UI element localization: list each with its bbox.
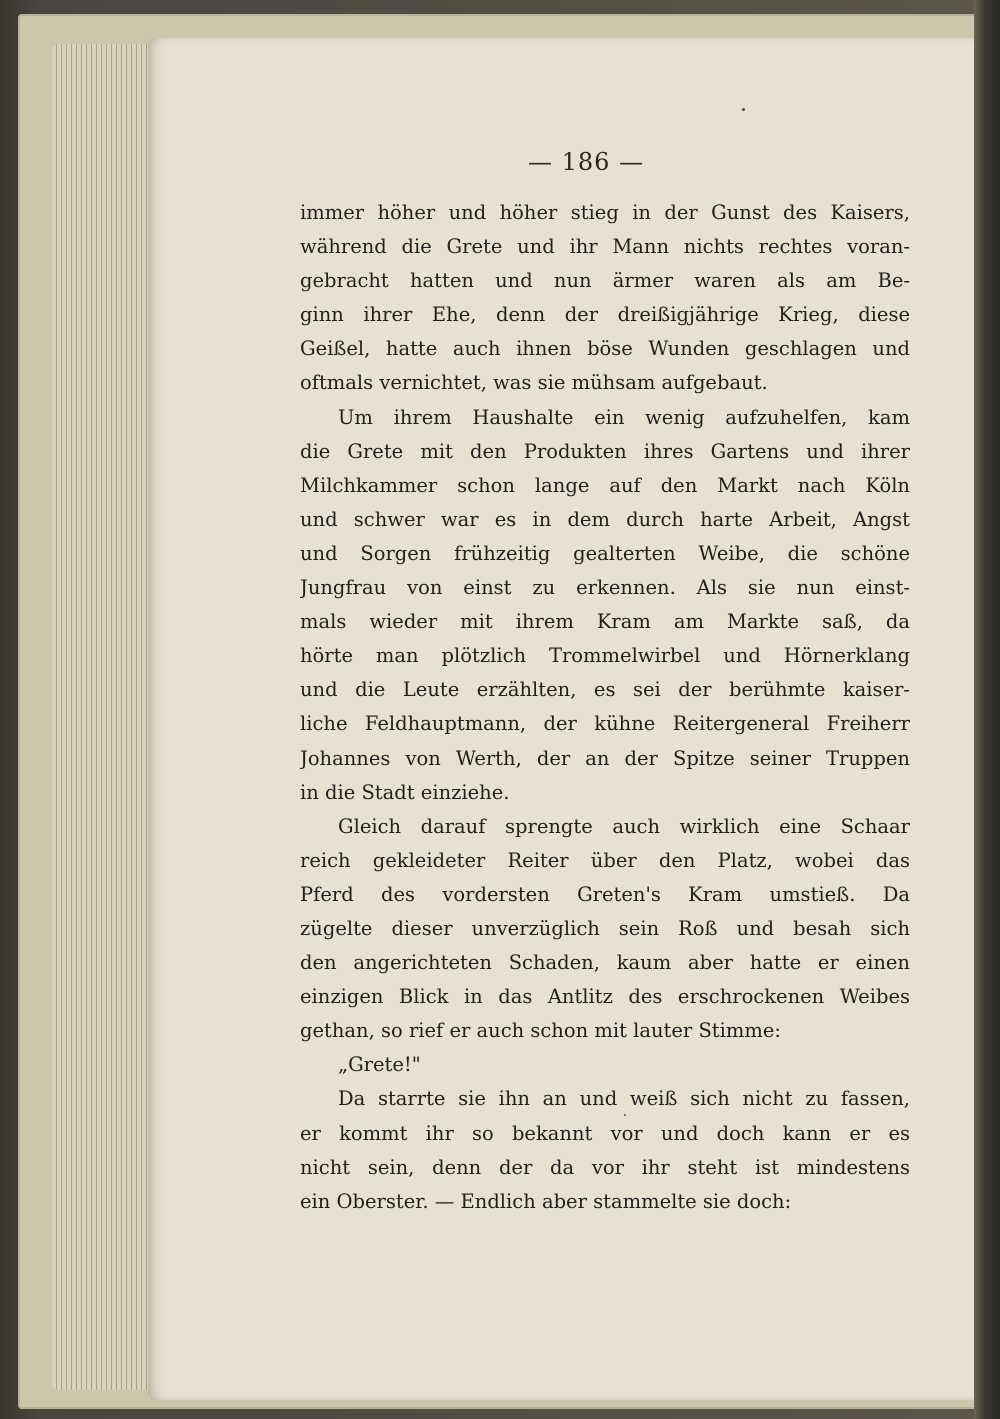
text-line: gethan, so rief er auch schon mit lauter Stimme: (300, 1019, 781, 1043)
paragraph (300, 1082, 910, 1218)
text-line: Da starrte sie ihn an und weiß sich nicht zu fassen, (338, 1087, 910, 1111)
body-text (300, 196, 910, 1219)
text-line: Pferd des vordersten Greten's Kram umstieß. Da (300, 882, 910, 906)
text-line: mals wieder mit ihrem Kram am Markte saß, da (300, 610, 910, 634)
text-line: reich gekleideter Reiter über den Platz, wobei das (300, 848, 910, 872)
text-line: die Grete mit den Produkten ihres Gartens und ihrer (300, 439, 910, 463)
text-line: gebracht hatten und nun ärmer waren als am Be- (300, 269, 910, 293)
text-line: er kommt ihr so bekannt vor und doch kann er es (300, 1121, 910, 1145)
page-edges (52, 44, 160, 1390)
paragraph (300, 401, 910, 810)
text-line: Gleich darauf sprengte auch wirklich eine Schaar (338, 814, 910, 838)
text-line: „Grete!" (338, 1053, 421, 1077)
text-line: zügelte dieser unverzüglich sein Roß und besah sich (300, 916, 910, 940)
text-line: Johannes von Werth, der an der Spitze seiner Truppen (300, 746, 910, 770)
page-number: — 186 — (528, 148, 645, 176)
paragraph (300, 1048, 910, 1082)
text-line: einzigen Blick in das Antlitz des erschrockenen Weibes (300, 985, 910, 1009)
text-line: immer höher und höher stieg in der Gunst des Kaisers, (300, 201, 910, 224)
text-line: Um ihrem Haushalte ein wenig aufzuhelfen, kam (338, 405, 910, 429)
text-line: liche Feldhauptmann, der kühne Reitergeneral Freiherr (300, 712, 910, 736)
text-line: Geißel, hatte auch ihnen böse Wunden geschlagen und (300, 337, 910, 361)
text-line: Milchkammer schon lange auf den Markt nach Köln (300, 473, 910, 497)
text-line: und schwer war es in dem durch harte Arbeit, Angst (300, 507, 910, 531)
text-line: hörte man plötzlich Trommelwirbel und Hörnerklang (300, 644, 910, 668)
paragraph (300, 810, 910, 1049)
text-line: den angerichteten Schaden, kaum aber hatte er einen (300, 951, 910, 975)
paragraph (300, 196, 910, 401)
text-line: nicht sein, denn der da vor ihr steht ist mindestens (300, 1155, 910, 1179)
text-line: und Sorgen frühzeitig gealterten Weibe, die schöne (300, 541, 910, 565)
book-binding (974, 0, 1000, 1419)
text-line: ein Oberster. — Endlich aber stammelte sie doch: (300, 1189, 792, 1213)
text-line: und die Leute erzählten, es sei der berühmte kaiser- (300, 678, 910, 702)
text-line: während die Grete und ihr Mann nichts rechtes voran- (300, 235, 910, 259)
text-line: oftmals vernichtet, was sie mühsam aufgebaut. (300, 371, 768, 395)
text-line: ginn ihrer Ehe, denn der dreißigjährige Krieg, diese (300, 303, 910, 327)
paper-speck (742, 108, 745, 111)
text-line: in die Stadt einziehe. (300, 780, 510, 804)
text-line: Jungfrau von einst zu erkennen. Als sie nun einst- (300, 576, 910, 600)
